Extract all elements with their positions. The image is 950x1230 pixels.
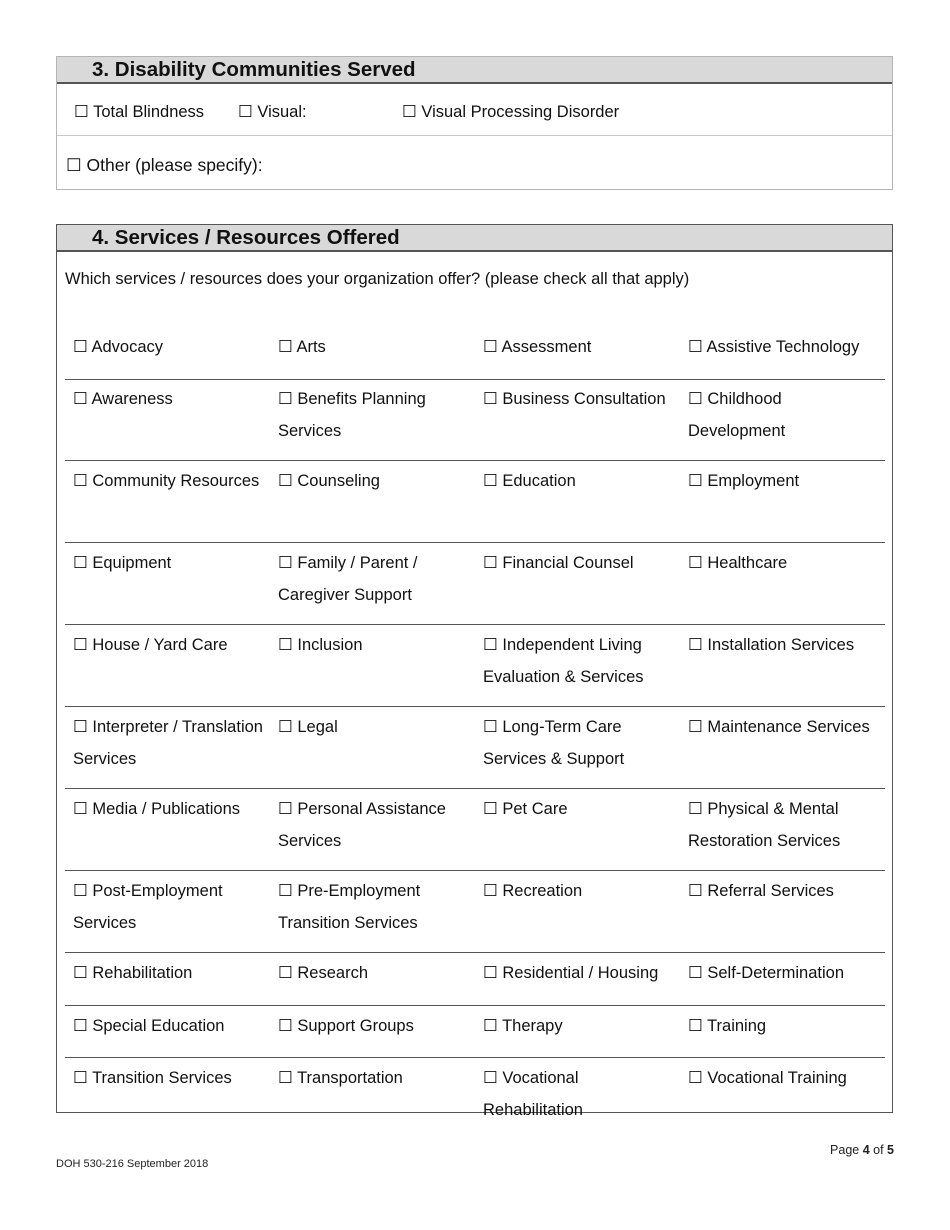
service-checkbox[interactable]: ☐ Childhood Development	[688, 390, 786, 440]
service-checkbox[interactable]: ☐ Community Resources	[73, 472, 260, 490]
checkbox-other[interactable]: ☐ Other (please specify):	[66, 155, 263, 175]
services-row	[65, 1058, 885, 1140]
service-checkbox[interactable]: ☐ Arts	[278, 338, 326, 356]
services-row	[65, 871, 885, 953]
page-prefix: Page	[830, 1143, 863, 1157]
disability-options-row	[57, 85, 892, 136]
services-instructions: Which services / resources does your organization offer? (please check all that apply)	[65, 270, 690, 288]
services-row	[65, 543, 885, 625]
service-checkbox[interactable]: ☐ Inclusion	[278, 636, 363, 654]
service-checkbox[interactable]: ☐ Assistive Technology	[688, 338, 860, 356]
service-checkbox[interactable]: ☐ Benefits Planning Services	[278, 390, 426, 440]
service-checkbox[interactable]: ☐ Legal	[278, 718, 338, 736]
service-checkbox[interactable]: ☐ Self-Determination	[688, 964, 845, 982]
service-checkbox[interactable]: ☐ Awareness	[73, 390, 173, 408]
services-row	[65, 461, 885, 543]
page-of: of	[869, 1143, 888, 1157]
section-3-title: 3. Disability Communities Served	[57, 57, 892, 84]
checkbox-visual-processing-disorder[interactable]: ☐ Visual Processing Disorder	[402, 103, 620, 121]
page-current: 4	[862, 1143, 870, 1157]
checkbox-total-blindness[interactable]: ☐ Total Blindness	[74, 103, 205, 121]
service-checkbox[interactable]: ☐ Vocational Training	[688, 1069, 847, 1087]
services-row	[65, 707, 885, 789]
services-row	[65, 789, 885, 871]
service-checkbox[interactable]: ☐ Media / Publications	[73, 800, 241, 818]
service-checkbox[interactable]: ☐ Therapy	[483, 1017, 563, 1035]
service-checkbox[interactable]: ☐ Advocacy	[73, 338, 164, 356]
section-4-title: 4. Services / Resources Offered	[57, 225, 892, 252]
service-checkbox[interactable]: ☐ Physical & Mental Restoration Services	[688, 800, 841, 850]
service-checkbox[interactable]: ☐ Personal Assistance Services	[278, 800, 446, 850]
service-checkbox[interactable]: ☐ Pre-Employment Transition Services	[278, 882, 421, 932]
service-checkbox[interactable]: ☐ Education	[483, 472, 576, 490]
services-row	[65, 327, 885, 380]
service-checkbox[interactable]: ☐ Installation Services	[688, 636, 855, 654]
service-checkbox[interactable]: ☐ Equipment	[73, 554, 172, 572]
service-checkbox[interactable]: ☐ Independent Living Evaluation & Services	[483, 636, 644, 686]
service-checkbox[interactable]: ☐ Referral Services	[688, 882, 834, 900]
form-id: DOH 530-216 September 2018	[56, 1158, 209, 1170]
section-disability-communities	[56, 56, 893, 190]
service-checkbox[interactable]: ☐ Healthcare	[688, 554, 788, 572]
service-checkbox[interactable]: ☐ Recreation	[483, 882, 583, 900]
services-row	[65, 953, 885, 1006]
service-checkbox[interactable]: ☐ Research	[278, 964, 368, 982]
service-checkbox[interactable]: ☐ Assessment	[483, 338, 592, 356]
service-checkbox[interactable]: ☐ Family / Parent / Caregiver Support	[278, 554, 418, 604]
service-checkbox[interactable]: ☐ Long-Term Care Services & Support	[483, 718, 625, 768]
service-checkbox[interactable]: ☐ House / Yard Care	[73, 636, 228, 654]
service-checkbox[interactable]: ☐ Support Groups	[278, 1017, 414, 1035]
services-row	[65, 1006, 885, 1058]
services-row	[65, 625, 885, 707]
service-checkbox[interactable]: ☐ Business Consultation	[483, 390, 666, 408]
service-checkbox[interactable]: ☐ Vocational Rehabilitation	[483, 1069, 583, 1119]
services-row	[65, 379, 885, 461]
service-checkbox[interactable]: ☐ Interpreter / Translation Services	[73, 718, 263, 768]
service-checkbox[interactable]: ☐ Rehabilitation	[73, 964, 193, 982]
service-checkbox[interactable]: ☐ Counseling	[278, 472, 380, 490]
checkbox-visual[interactable]: ☐ Visual:	[238, 103, 307, 121]
service-checkbox[interactable]: ☐ Training	[688, 1017, 767, 1035]
service-checkbox[interactable]: ☐ Financial Counsel	[483, 554, 634, 572]
page-total: 5	[887, 1143, 894, 1157]
service-checkbox[interactable]: ☐ Residential / Housing	[483, 964, 659, 982]
service-checkbox[interactable]: ☐ Special Education	[73, 1017, 225, 1035]
service-checkbox[interactable]: ☐ Transition Services	[73, 1069, 232, 1087]
other-row	[57, 136, 892, 189]
service-checkbox[interactable]: ☐ Transportation	[278, 1069, 403, 1087]
service-checkbox[interactable]: ☐ Post-Employment Services	[73, 882, 223, 932]
service-checkbox[interactable]: ☐ Employment	[688, 472, 800, 490]
page-number	[830, 1143, 894, 1157]
section-services-resources	[56, 224, 893, 1119]
service-checkbox[interactable]: ☐ Pet Care	[483, 800, 568, 818]
service-checkbox[interactable]: ☐ Maintenance Services	[688, 718, 870, 736]
